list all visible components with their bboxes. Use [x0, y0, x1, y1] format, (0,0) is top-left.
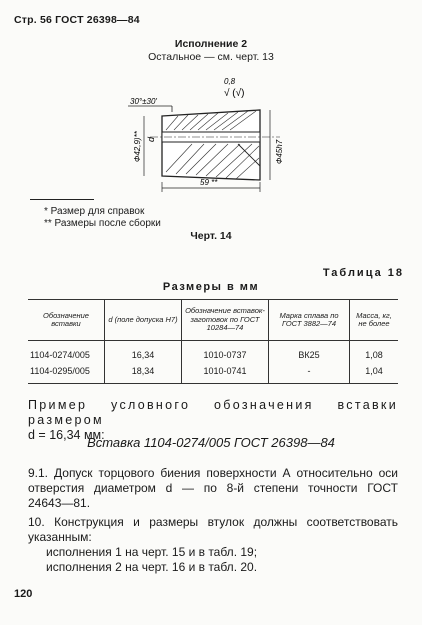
cell-bore: 18,34 [105, 363, 182, 384]
footnote-assembly: ** Размеры после сборки [44, 218, 161, 229]
technical-drawing [120, 72, 320, 192]
table-subtitle: Размеры в мм [162, 281, 260, 293]
example-line-2: d = 16,34 мм: [28, 428, 105, 442]
cell-designation: 1104-0274/005 [30, 350, 90, 360]
roughness-value: 0,8 [224, 77, 236, 86]
col-bore: d (поле допуска H7) [105, 300, 182, 341]
table-header-row [28, 300, 398, 341]
section-10 [28, 515, 398, 575]
col-blank: Обозначение вставок-заготовок по ГОСТ 10284—74 [182, 300, 269, 341]
footnotes [44, 206, 161, 230]
cell-mass: 1,08 [350, 341, 399, 364]
col-designation: Обозначение вставки [28, 300, 105, 341]
section-9-1-line-3: 24643—81. [28, 496, 91, 510]
section-10-line-1: 10. Конструкция и размеры втулок должны соответствовать [28, 515, 398, 529]
page-number: 120 [14, 588, 33, 600]
table-row [28, 341, 398, 364]
cell-blank: 1010-0741 [182, 363, 269, 384]
section-10-line-2: указанным: [28, 530, 92, 544]
section-10-item-2: исполнения 2 на черт. 16 и в табл. 20. [46, 560, 258, 574]
left-dimension: Ф42,9)** [133, 131, 142, 162]
cell-alloy: ВК25 [269, 341, 350, 364]
table-title: Таблица 18 [322, 267, 404, 279]
footnote-rule [30, 199, 94, 200]
length-dimension: 59 ** [200, 178, 218, 187]
example-line-1: Пример условного обозначения вставки размером [28, 398, 398, 427]
angle-label: 30°±30' [130, 97, 157, 106]
col-alloy: Марка сплава по ГОСТ 3882—74 [269, 300, 350, 341]
footnote-reference: * Размер для справок [44, 206, 145, 217]
table-18 [28, 299, 398, 384]
variant-title: Исполнение 2 [174, 38, 248, 50]
cell-mass: 1,04 [350, 363, 399, 384]
cell-blank: 1010-0737 [182, 341, 269, 364]
roughness-symbol: √ (√) [224, 88, 245, 99]
cell-bore: 16,34 [105, 341, 182, 364]
bore-label: d [146, 136, 156, 142]
cell-designation: 1104-0295/005 [28, 363, 105, 384]
right-dimension: Ф45h7 [275, 139, 284, 164]
rest-note: Остальное — см. черт. 13 [148, 51, 274, 63]
section-9-1 [28, 466, 398, 511]
col-mass: Масса, кг, не более [350, 300, 399, 341]
insert-body [162, 110, 260, 180]
running-head: Стр. 56 ГОСТ 26398—84 [14, 14, 140, 26]
cell-alloy: - [269, 363, 350, 384]
designation-formula: Вставка 1104-0274/005 ГОСТ 26398—84 [87, 435, 335, 450]
section-10-item-1: исполнения 1 на черт. 15 и в табл. 19; [46, 545, 258, 559]
drawing-caption: Черт. 14 [190, 230, 232, 242]
section-9-1-line-2: отверстия диаметром d — по 8-й степени точности ГОСТ [28, 481, 398, 495]
section-9-1-line-1: 9.1. Допуск торцового биения поверхности А относительно оси [28, 466, 398, 480]
table-row [28, 363, 398, 384]
